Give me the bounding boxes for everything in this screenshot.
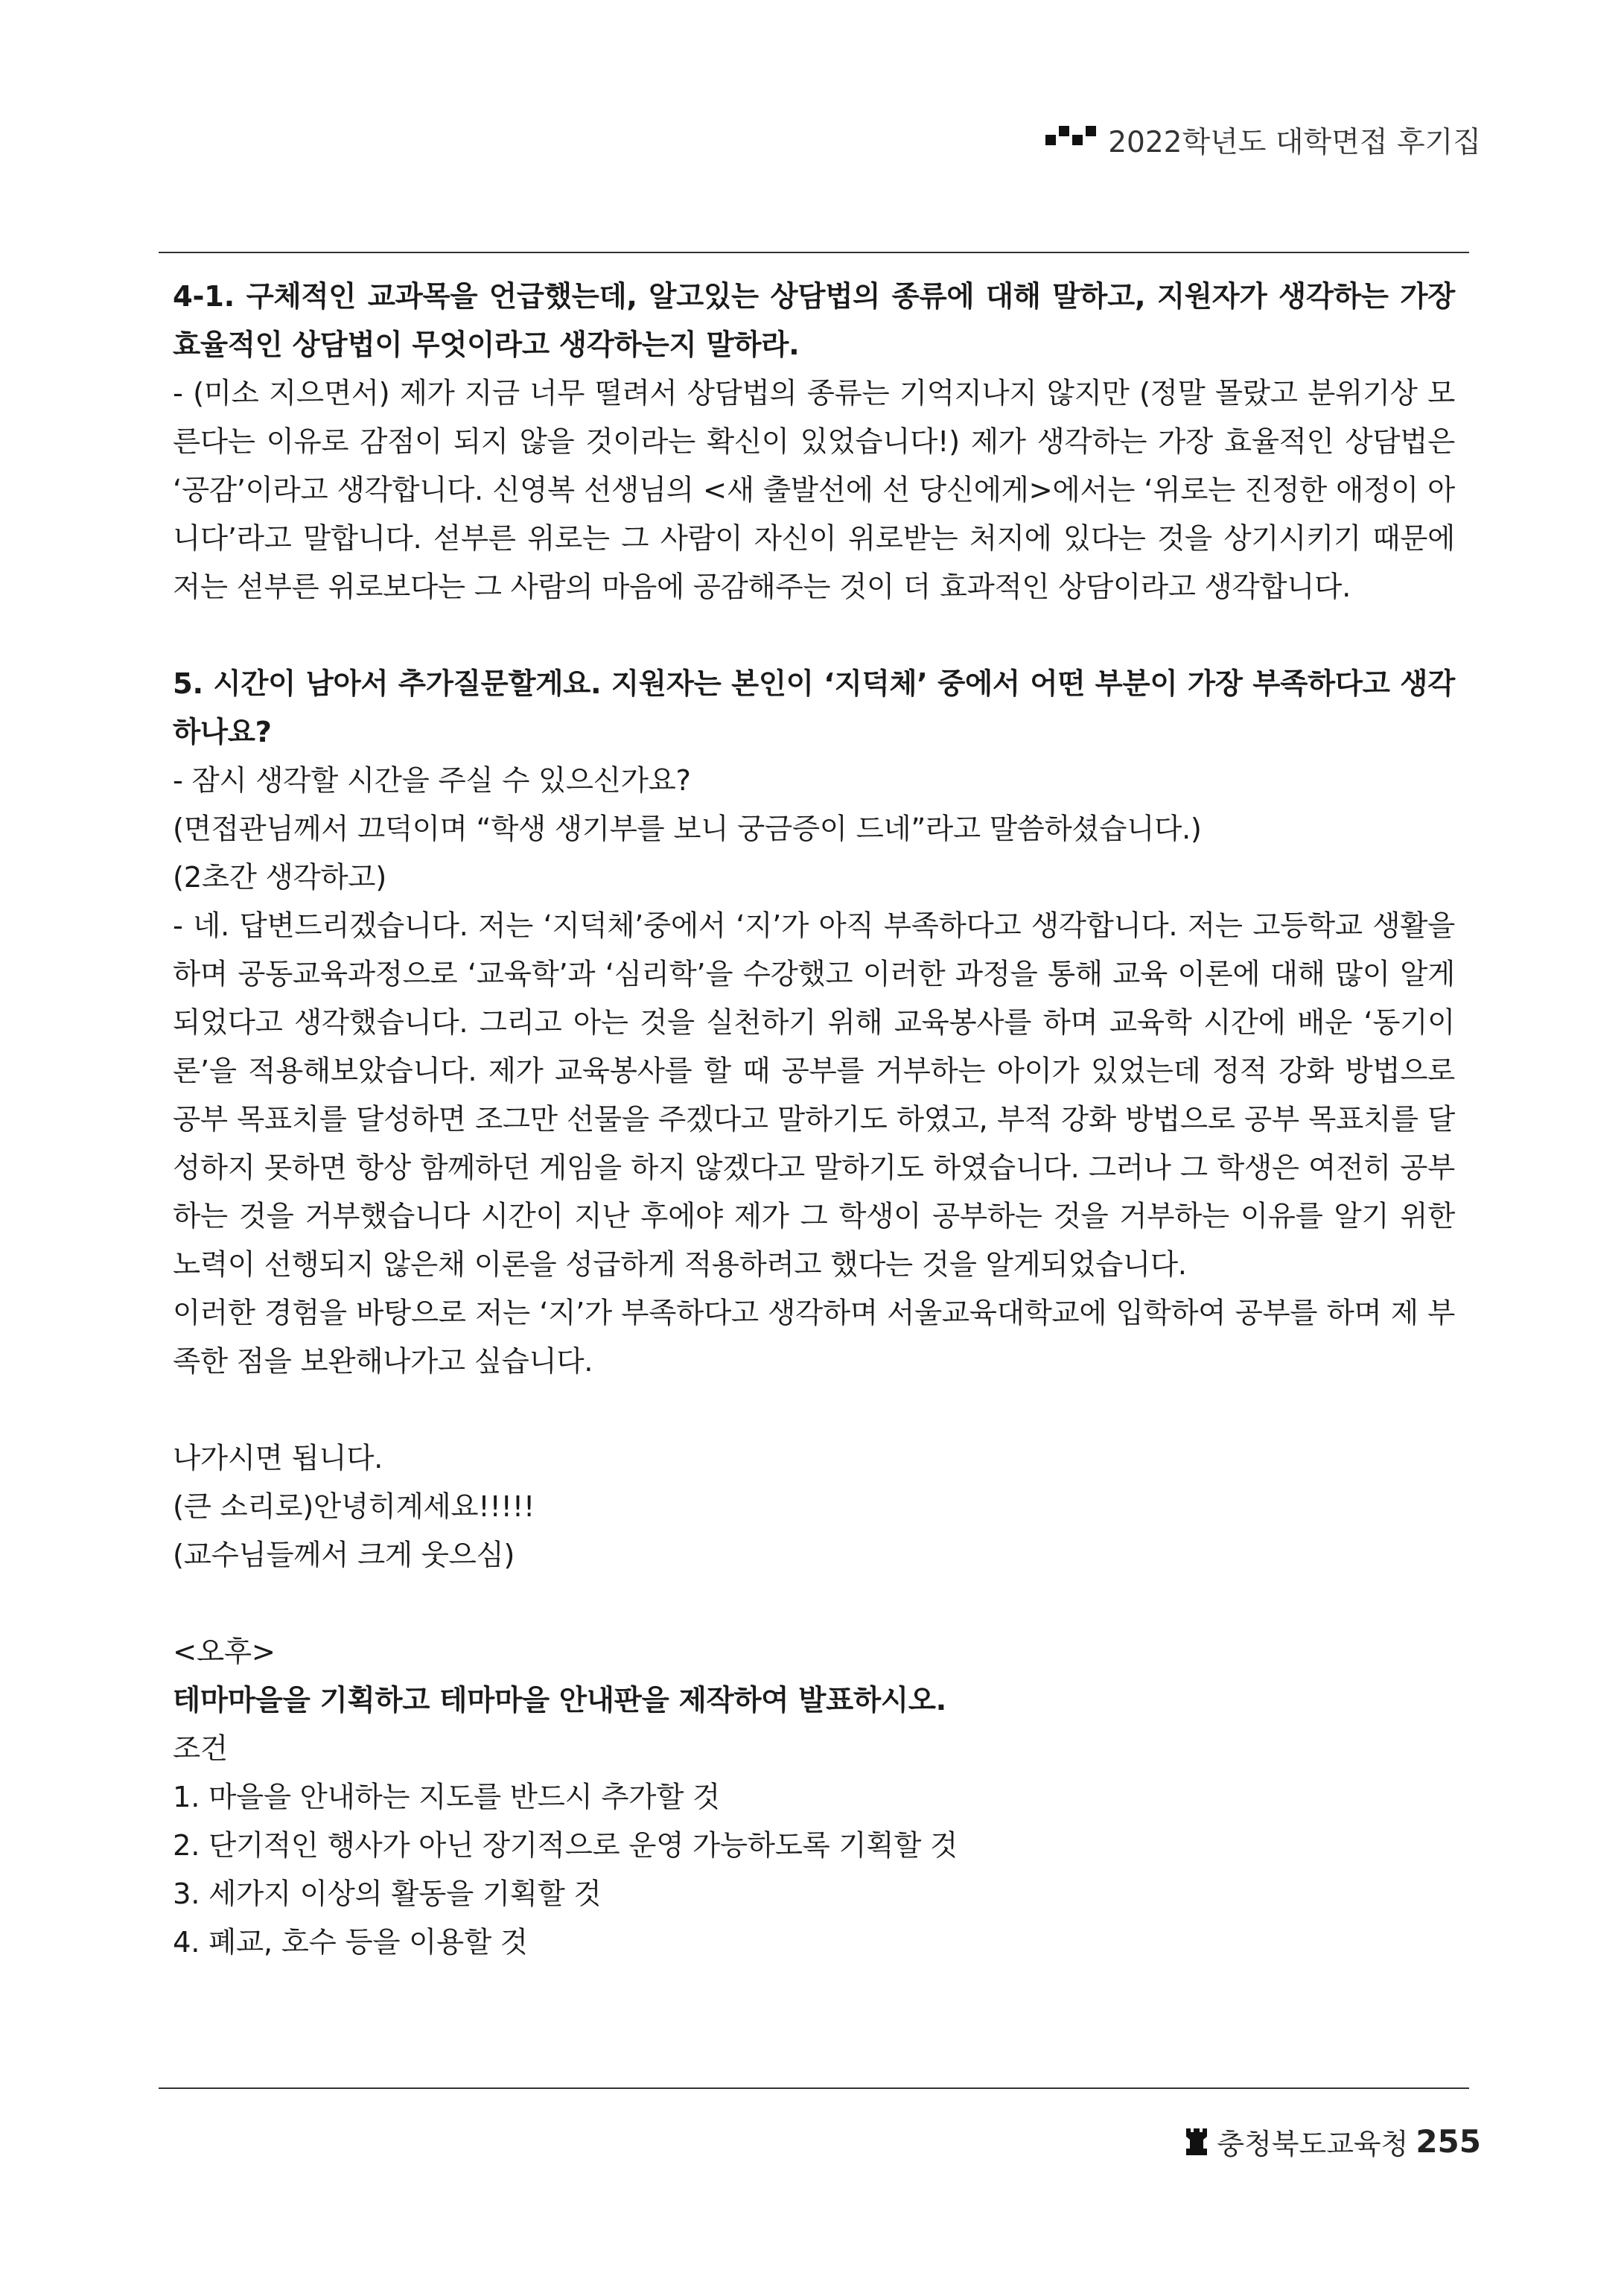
answer-5-line-3: (2초간 생각하고) <box>173 861 386 894</box>
closing-line-3: (교수님들께서 크게 웃으심) <box>173 1539 515 1572</box>
question-4-1: 4-1. 구체적인 교과목을 언급했는데, 알고있는 상담법의 종류에 대해 말하고, 지원자가 생각하는 가장 효율적인 상담법이 무엇이라고 생각하는지 말하라. <box>173 280 1455 362</box>
closing-line-1: 나가시면 됩니다. <box>173 1442 383 1475</box>
page-body <box>173 273 1455 1967</box>
top-divider <box>159 252 1469 253</box>
header-title: 2022학년도 대학면접 후기집 <box>1108 126 1481 159</box>
afternoon-task: 테마마을을 기획하고 테마마을 안내판을 제작하여 발표하시오. <box>173 1684 947 1717</box>
header-squares-icon <box>1045 135 1096 145</box>
condition-1: 1. 마을을 안내하는 지도를 반드시 추가할 것 <box>173 1781 720 1814</box>
condition-2: 2. 단기적인 행사가 아닌 장기적으로 운영 가능하도록 기획할 것 <box>173 1829 958 1863</box>
page-footer <box>1184 2121 1481 2162</box>
answer-5-conclusion: 이러한 경험을 바탕으로 저는 ‘지’가 부족하다고 생각하며 서울교육대학교에 입학하여 공부를 하며 제 부족한 점을 보완해나가고 싶습니다. <box>173 1297 1455 1378</box>
running-header <box>1045 119 1481 161</box>
spacer <box>173 611 1455 660</box>
conditions-label: 조건 <box>173 1732 228 1766</box>
condition-4: 4. 폐교, 호수 등을 이용할 것 <box>173 1926 528 1959</box>
condition-3: 3. 세가지 이상의 활동을 기획할 것 <box>173 1877 602 1911</box>
spacer <box>173 1580 1455 1628</box>
closing-line-2: (큰 소리로)안녕히계세요!!!!! <box>173 1490 535 1524</box>
chess-rook-logo-icon <box>1184 2127 1209 2157</box>
spacer <box>173 1386 1455 1434</box>
answer-5-line-1: - 잠시 생각할 시간을 주실 수 있으신가요? <box>173 764 691 798</box>
bottom-divider <box>159 2087 1469 2089</box>
answer-5-paragraph: - 네. 답변드리겠습니다. 저는 ‘지덕체’중에서 ‘지’가 아직 부족하다고 생각합니다. 저는 고등학교 생활을 하며 공동교육과정으로 ‘교육학’과 ‘심리학’을 수강했고 이러한 과정을 통해 교육 이론에 대해 많이 알게되었다고 생각했습니다. 그리고 아는 것을 실천하기 위해 교육봉사를 하며 교육학 시간에 배운 ‘동기이론’을 적용해보았습니다. 제가 교육봉사를 할 때 공부를 거부하는 아이가 있었는데 정적 강화 방법으로 공부 목표치를 달성하면 조그만 선물을 주겠다고 말하기도 하였고, 부적 강화 방법으로 공부 목표치를 달성하지 못하면 항상 함께하던 게임을 하지 않겠다고 말하기도 하였습니다. 그러나 그 학생은 여전히 공부하는 것을 거부했습니다 시간이 지난 후에야 제가 그 학생이 공부하는 것을 거부하는 이유를 알기 위한 노력이 선행되지 않은채 이론을 성급하게 적용하려고 했다는 것을 알게되었습니다. <box>173 909 1455 1282</box>
answer-5-line-2: (면접관님께서 끄덕이며 “학생 생기부를 보니 궁금증이 드네”라고 말씀하셨습니다.) <box>173 812 1202 846</box>
page-number: 255 <box>1416 2123 1481 2160</box>
afternoon-heading: <오후> <box>173 1635 276 1669</box>
answer-4-1: - (미소 지으면서) 제가 지금 너무 떨려서 상담법의 종류는 기억지나지 않지만 (정말 몰랐고 분위기상 모른다는 이유로 감점이 되지 않을 것이라는 확신이 있었습니다!) 제가 생각하는 가장 효율적인 상담법은 ‘공감’이라고 생각합니다. 신영복 선생님의 <새 출발선에 선 당신에게>에서는 ‘위로는 진정한 애정이 아니다’라고 말합니다. 섣부른 위로는 그 사람이 자신이 위로받는 처지에 있다는 것을 상기시키기 때문에 저는 섣부른 위로보다는 그 사람의 마음에 공감해주는 것이 더 효과적인 상담이라고 생각합니다. <box>173 377 1455 604</box>
footer-org: 충청북도교육청 <box>1217 2128 1409 2160</box>
question-5: 5. 시간이 남아서 추가질문할게요. 지원자는 본인이 ‘지덕체’ 중에서 어떤 부분이 가장 부족하다고 생각하나요? <box>173 667 1455 749</box>
